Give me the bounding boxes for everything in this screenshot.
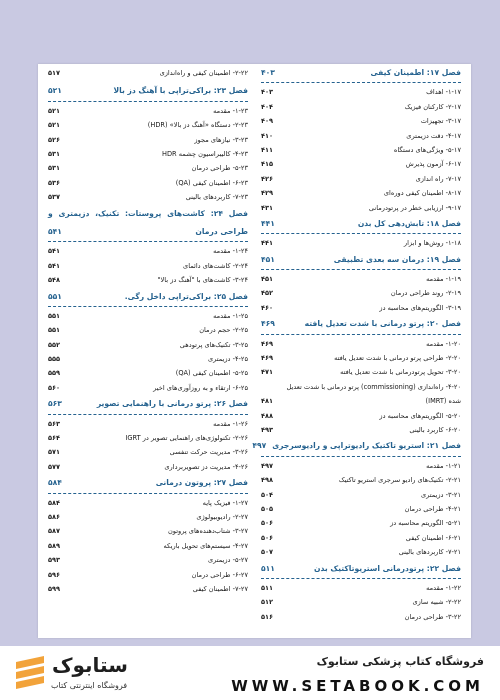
- chapter-title: فصل ۲۶: پرتو درمانی با راهنمایی تصویر: [96, 399, 248, 409]
- toc-entry-title: ۶-۱۷- آزمون پذیرش: [405, 160, 461, 169]
- toc-entry[interactable]: [48, 118, 248, 132]
- toc-entry[interactable]: [261, 236, 461, 250]
- chapter-page: ۵۸۴: [48, 478, 62, 488]
- toc-entry-title: ۳-۲۱- دزیمتری: [420, 490, 461, 499]
- toc-entry-title: ۲-۱۷- کارکنان فیزیک: [404, 102, 461, 111]
- toc-entry[interactable]: [48, 366, 248, 380]
- toc-entry-title: ۵-۲۱- الگوریتم محاسبه دز: [390, 519, 461, 528]
- toc-entry[interactable]: [48, 147, 248, 161]
- toc-entry-title: ۳-۱۷- تجهیزات: [420, 117, 461, 126]
- toc-entry[interactable]: [48, 309, 248, 323]
- toc-entry-title: ۴-۲۷- سیستم‌های تحویل باریکه: [163, 541, 248, 550]
- toc-entry-page: ۴۷۱: [261, 368, 274, 377]
- toc-entry-title: ۱-۲۱- مقدمه: [426, 461, 461, 470]
- toc-entry-title: ۲-۱۹- روند طراحی درمان: [390, 289, 461, 298]
- toc-entry-title: ۱-۱۹- مقدمه: [426, 275, 461, 284]
- toc-entry-title: ۳-۲۵- تکنیک‌های پرتودهی: [179, 340, 248, 349]
- toc-entry-page: ۴۹۷: [261, 461, 274, 470]
- toc-entry[interactable]: [48, 460, 248, 474]
- chapter-heading[interactable]: [48, 205, 248, 243]
- chapter-title: فصل ۱۹: درمان سه بعدی تطبیقی: [333, 254, 461, 264]
- toc-entry-title: ۱-۲۰- مقدمه: [426, 339, 461, 348]
- toc-entry[interactable]: [261, 516, 461, 530]
- chapter-heading[interactable]: [261, 215, 461, 234]
- toc-entry[interactable]: [48, 582, 248, 596]
- toc-entry-title: ۸-۱۷- اطمینان کیفی دوره‌ای: [383, 189, 461, 198]
- toc-entry-title: ۴-۱۷- دقت دزیمتری: [406, 131, 461, 140]
- toc-entry[interactable]: [48, 104, 248, 118]
- toc-entry-page: ۴۸۸: [261, 411, 274, 420]
- toc-entry[interactable]: [48, 381, 248, 395]
- toc-entry-title: ۱-۲۲- مقدمه: [426, 583, 461, 592]
- toc-entry[interactable]: [48, 323, 248, 337]
- chapter-heading[interactable]: [48, 82, 248, 101]
- toc-entry-page: ۵۱۶: [261, 612, 274, 621]
- store-logo[interactable]: [14, 652, 174, 696]
- toc-entry-page: ۴۰۹: [261, 117, 274, 126]
- toc-entry-title: ۲-۲۷- رادیوبیولوژی: [196, 512, 248, 521]
- toc-entry-page: ۴۱۵: [261, 160, 274, 169]
- chapter-page: ۵۲۱: [48, 86, 62, 96]
- chapter-page: ۵۴۱: [48, 226, 62, 236]
- toc-entry-title: ۱-۲۷- فیزیک پایه: [202, 498, 248, 507]
- toc-entry[interactable]: [48, 431, 248, 445]
- toc-entry[interactable]: [48, 510, 248, 524]
- toc-entry[interactable]: [261, 545, 461, 559]
- toc-entry-page: ۵۰۵: [261, 504, 274, 513]
- toc-entry-title: ۶-۲۷- طراحی درمان: [191, 570, 248, 579]
- toc-entry-page: ۵۰۴: [261, 490, 274, 499]
- toc-entry-page: ۴۶۹: [261, 339, 274, 348]
- toc-entry-page: ۵۶۰: [48, 383, 61, 392]
- toc-entry-page: ۵۵۱: [48, 311, 61, 320]
- toc-entry-page: ۵۰۶: [261, 519, 274, 528]
- chapter-page: ۵۶۳: [48, 399, 62, 409]
- toc-entry-page: ۴۲۶: [261, 174, 274, 183]
- toc-column-left: [48, 64, 248, 596]
- toc-entry[interactable]: [48, 338, 248, 352]
- toc-entry[interactable]: [48, 133, 248, 147]
- toc-entry-title: ۲-۲۵- حجم درمان: [199, 326, 248, 335]
- toc-entry-title: ۳-۲۰- تحویل پرتودرمانی با شدت تعدیل یافته: [340, 368, 461, 377]
- toc-entry[interactable]: [261, 610, 461, 624]
- toc-entry-title: ۶-۲۵- ارتقاء و به روزآوری‌های اخیر: [153, 383, 248, 392]
- toc-column-left-chapters: [48, 82, 248, 596]
- chapter-page: ۴۰۳: [261, 68, 275, 77]
- chapter-title: فصل ۲۳: براکی‌تراپی با آهنگ دز بالا: [113, 86, 248, 96]
- toc-entry-page: ۵۸۶: [48, 512, 61, 521]
- website-link[interactable]: WWW.SETABOOK.COM: [231, 677, 484, 695]
- stacked-books-icon: [14, 654, 46, 694]
- toc-entry-title: ۵-۲۷- دزیمتری: [207, 556, 248, 565]
- toc-page: [38, 64, 471, 638]
- toc-entry-title: ۱-۲۴- مقدمه: [213, 247, 248, 256]
- chapter-page: ۴۶۹: [261, 319, 275, 329]
- toc-entry-page: ۵۶۳: [48, 419, 61, 428]
- toc-entry-page: ۵۳۷: [48, 193, 61, 202]
- toc-entry[interactable]: [261, 531, 461, 545]
- toc-entry[interactable]: [48, 259, 248, 273]
- toc-entry-title: ۴-۲۵- دزیمتری: [207, 355, 248, 364]
- toc-entry-page: ۵۳۱: [48, 149, 61, 158]
- toc-entry[interactable]: [261, 581, 461, 595]
- chapter-title: فصل ۱۸: تابش‌دهی کل بدن: [357, 218, 461, 228]
- toc-entry-page: ۴۶۰: [261, 303, 274, 312]
- toc-entry-page: ۵۴۱: [48, 261, 61, 270]
- toc-entry[interactable]: [261, 100, 461, 114]
- toc-entry[interactable]: [48, 244, 248, 258]
- toc-entry[interactable]: [48, 161, 248, 175]
- chapter-page: ۵۵۱: [48, 291, 62, 301]
- toc-entry-page: ۴۳۱: [261, 203, 274, 212]
- chapter-title: فصل ۲۰: پرتو درمانی با شدت تعدیل یافته: [304, 319, 461, 329]
- chapter-page: ۴۹۷: [252, 441, 267, 451]
- toc-entry-title: ۱-۲۳- مقدمه: [213, 106, 248, 115]
- chapter-title: طراحی درمان: [195, 226, 248, 236]
- toc-entry-page: ۴۵۱: [261, 275, 274, 284]
- toc-entry[interactable]: [261, 129, 461, 143]
- toc-entry[interactable]: [48, 352, 248, 366]
- toc-entry-title: ۶-۲۱- اطمینان کیفی: [405, 533, 461, 542]
- toc-entry[interactable]: [261, 459, 461, 473]
- toc-entry[interactable]: [261, 301, 461, 315]
- toc-entry[interactable]: [261, 143, 461, 157]
- toc-entry-page: ۵۳۱: [48, 164, 61, 173]
- toc-entry-page: ۵۳۶: [48, 178, 61, 187]
- toc-entry-page: ۵۲۱: [48, 106, 61, 115]
- toc-entry[interactable]: [261, 409, 461, 423]
- toc-entry[interactable]: [48, 273, 248, 287]
- toc-entry[interactable]: [261, 423, 461, 437]
- toc-entry-page: ۵۶۴: [48, 434, 61, 443]
- toc-entry-page: ۵۴۱: [48, 247, 61, 256]
- toc-entry-page: ۵۰۷: [261, 548, 274, 557]
- toc-entry-page: ۵۸۹: [48, 541, 61, 550]
- toc-entry[interactable]: [261, 157, 461, 171]
- toc-entry-title: ۱-۱۸- روش‌ها و ابزار: [403, 239, 461, 248]
- toc-entry-title: ۱-۱۷- اهداف: [426, 88, 461, 97]
- toc-entry[interactable]: [261, 595, 461, 609]
- toc-entry[interactable]: [261, 337, 461, 351]
- toc-entry-page: ۵۷۱: [48, 448, 61, 457]
- chapter-title: فصل ۲۲: پرتودرمانی استریوتاکتیک بدن: [313, 563, 461, 573]
- chapter-title: فصل ۲۵: براکی‌تراپی داخل رگی.: [124, 291, 248, 301]
- toc-entry[interactable]: [261, 488, 461, 502]
- toc-entry-page: ۵۸۷: [48, 527, 61, 536]
- toc-entry-title: ۹-۱۷- ارزیابی خطر در پرتودرمانی: [368, 203, 461, 212]
- toc-entry-title: ۴-۲۳- کالیبراسیون چشمه HDR: [162, 149, 248, 158]
- toc-entry-page: ۴۱۰: [261, 131, 274, 140]
- chapter-title: فصل ۲۷: پروتون درمانی: [155, 478, 248, 488]
- chapter-page: ۴۴۱: [261, 218, 275, 228]
- toc-entry-title: ۲-۲۳- دستگاه «آهنگ دز بالا» (HDR): [147, 121, 248, 130]
- toc-entry[interactable]: [261, 394, 461, 408]
- toc-entry-title: ۳-۲۳- نیازهای مجوز: [194, 135, 248, 144]
- toc-entry-page: ۴۹۳: [261, 425, 274, 434]
- toc-entry-page: ۵۱۲: [261, 598, 274, 607]
- toc-entry-title: ۱-۲۵- مقدمه: [213, 311, 248, 320]
- toc-entry-page: ۴۲۹: [261, 189, 274, 198]
- toc-entry-title: ۶-۲۰- کاربرد بالینی: [409, 425, 461, 434]
- toc-entry[interactable]: [261, 473, 461, 487]
- toc-entry[interactable]: [48, 539, 248, 553]
- toc-entry-title: ۱-۲۶- مقدمه: [213, 419, 248, 428]
- toc-entry-title: ۲-۲۰- طراحی پرتو درمانی با شدت تعدیل یافته: [334, 354, 461, 363]
- toc-entry-page: ۵۰۶: [261, 533, 274, 542]
- toc-entry-page: ۵۵۲: [48, 340, 61, 349]
- toc-entry-title: ۷-۲۳- کاربردهای بالینی: [185, 193, 248, 202]
- chapter-heading[interactable]: [261, 560, 461, 579]
- toc-entry-page: ۵۵۵: [48, 355, 61, 364]
- toc-entry-title: ۴-۲۰- راه‌اندازی (commissioning) پرتو درمانی با شدت تعدیل: [286, 382, 461, 391]
- toc-entry-title: ۳-۲۷- شتاب‌دهنده‌های پروتون: [167, 527, 248, 536]
- chapter-heading[interactable]: [252, 437, 461, 456]
- toc-entry-page: ۴۹۸: [261, 476, 274, 485]
- toc-entry-title: ۷-۱۷- راه اندازی: [415, 174, 461, 183]
- chapter-page: ۵۱۱: [261, 563, 275, 573]
- store-footer: [0, 646, 500, 700]
- toc-entry-title: ۶-۲۳- اطمینان کیفی (QA): [175, 178, 248, 187]
- chapter-title: فصل ۲۱: استریو تاکتیک رادیوتراپی و رادیوسرجری: [272, 441, 461, 451]
- toc-entry[interactable]: [48, 176, 248, 190]
- toc-entry-page: ۵۹۹: [48, 584, 61, 593]
- chapter-title-line2-row: [48, 223, 248, 241]
- toc-entry-page: ۴۵۲: [261, 289, 274, 298]
- toc-column-right: [252, 64, 461, 624]
- toc-entry-page: ۴۸۱: [261, 397, 274, 406]
- toc-entry-title: شده (IMRT): [425, 397, 461, 406]
- logo-subtitle: فروشگاه اینترنتی کتاب: [51, 681, 128, 690]
- toc-entry[interactable]: [261, 380, 461, 394]
- toc-entry-title: ۳-۲۶- مدیریت حرکت تنفسی: [169, 448, 248, 457]
- toc-entry-title: ۷-۲۱- کاربردهای بالینی: [398, 548, 461, 557]
- toc-entry-title: ۲-۲۴- کاشت‌های دائمای: [183, 261, 248, 270]
- toc-entry-page: ۵۹۳: [48, 556, 61, 565]
- toc-entry[interactable]: [261, 85, 461, 99]
- toc-entry[interactable]: [48, 417, 248, 431]
- toc-entry[interactable]: [48, 445, 248, 459]
- toc-entry-page: ۴۴۱: [261, 239, 274, 248]
- toc-entry[interactable]: [48, 496, 248, 510]
- toc-entry-title: ۳-۲۴- کاشت‌های با "آهنگ دز بالا": [157, 276, 248, 285]
- chapter-heading[interactable]: [261, 64, 461, 83]
- toc-entry[interactable]: [261, 286, 461, 300]
- chapter-heading[interactable]: [261, 315, 461, 334]
- toc-entry-title: ۳-۲۲- طراحی درمان: [404, 612, 461, 621]
- toc-entry-page: ۵۱۱: [261, 583, 274, 592]
- toc-entry[interactable]: [48, 553, 248, 567]
- toc-entry-page: ۵۵۱: [48, 326, 61, 335]
- toc-entry-title: ۲-۲۱- تکنیک‌های رادیو سرجری استریو تاکتیک: [338, 476, 461, 485]
- chapter-page: ۴۵۱: [261, 254, 275, 264]
- toc-entry[interactable]: [261, 351, 461, 365]
- chapter-title: فصل ۱۷: اطمینان کیفی: [370, 68, 461, 77]
- toc-entry[interactable]: [261, 502, 461, 516]
- toc-entry-title: ۵-۱۷- ویژگی‌های دستگاه: [393, 145, 461, 154]
- toc-entry[interactable]: [261, 186, 461, 200]
- toc-entry-title: ۳-۱۹- الگوریتم‌های محاسبه دز: [379, 303, 461, 312]
- toc-entry-page: ۵۲۱: [48, 121, 61, 130]
- toc-entry[interactable]: [261, 201, 461, 215]
- toc-entry[interactable]: [261, 365, 461, 379]
- toc-entry[interactable]: [48, 524, 248, 538]
- toc-entry-title: ۴-۲۶- مدیریت دز تصویربرداری: [164, 462, 248, 471]
- toc-entry[interactable]: [48, 64, 248, 82]
- toc-entry-page: ۴۰۴: [261, 102, 274, 111]
- logo-name: ستابوک: [52, 653, 128, 677]
- chapter-heading[interactable]: [261, 251, 461, 270]
- toc-entry-title: ۲-۲۲- اطمینان کیفی و راه‌اندازی: [159, 69, 248, 77]
- toc-entry[interactable]: [261, 114, 461, 128]
- toc-entry-page: ۵۲۶: [48, 135, 61, 144]
- toc-entry-page: ۴۰۳: [261, 88, 274, 97]
- toc-entry-title: ۷-۲۷- اطمینان کیفی: [192, 584, 248, 593]
- toc-entry-page: ۵۱۷: [48, 69, 61, 77]
- toc-entry-title: ۴-۲۱- طراحی درمان: [404, 504, 461, 513]
- toc-entry-page: ۴۶۹: [261, 354, 274, 363]
- store-name: فروشگاه کتاب پزشکی ستابوک: [316, 655, 484, 668]
- toc-entry[interactable]: [261, 172, 461, 186]
- toc-entry-title: ۲-۲۲- شبیه سازی: [412, 598, 461, 607]
- toc-entry-page: ۵۴۸: [48, 276, 61, 285]
- toc-entry-page: ۵۸۴: [48, 498, 61, 507]
- chapter-heading[interactable]: [48, 395, 248, 414]
- toc-entry-title: ۲-۲۶- تکنولوژی‌های راهنمایی تصویر در IGRT: [125, 434, 248, 443]
- toc-entry[interactable]: [261, 272, 461, 286]
- toc-entry[interactable]: [48, 568, 248, 582]
- chapter-title-line1: فصل ۲۴: کاشت‌های پروستات: تکنیک، دزیمتری و: [48, 208, 248, 218]
- toc-entry-title: ۵-۲۰- الگوریتم‌های محاسبه دز: [379, 411, 461, 420]
- toc-entry-page: ۵۵۹: [48, 369, 61, 378]
- chapter-heading[interactable]: [48, 288, 248, 307]
- chapter-heading[interactable]: [48, 474, 248, 493]
- toc-entry[interactable]: [48, 190, 248, 204]
- toc-entry-title: ۵-۲۵- اطمینان کیفی (QA): [175, 369, 248, 378]
- toc-entry-page: ۵۹۶: [48, 570, 61, 579]
- toc-entry-page: ۵۷۷: [48, 462, 61, 471]
- toc-entry-title: ۵-۲۳- طراحی درمان: [191, 164, 248, 173]
- toc-entry-page: ۴۱۱: [261, 145, 274, 154]
